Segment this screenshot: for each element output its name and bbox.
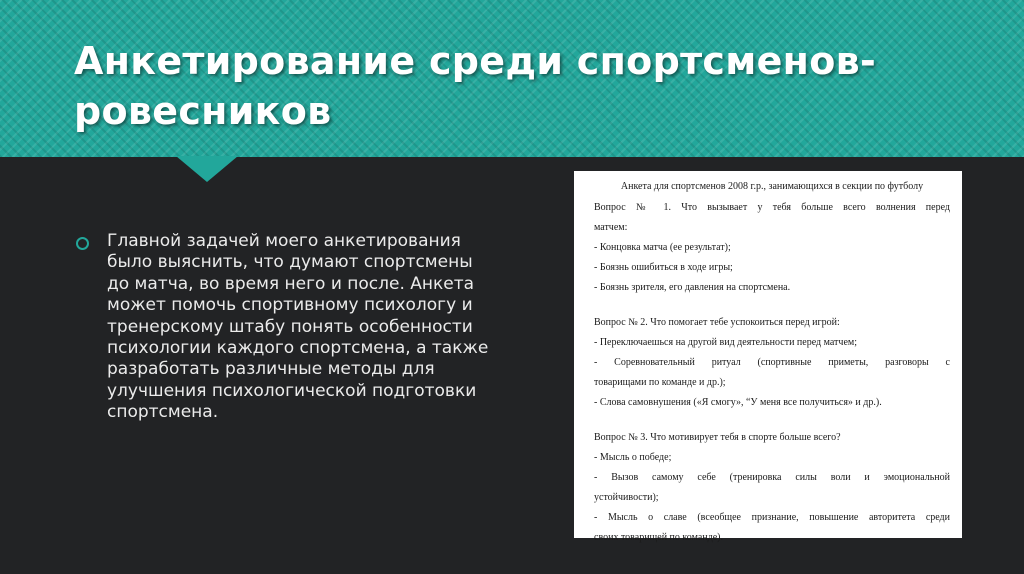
question-3-answer-3-line-1: - Мысль о славе (всеобщее признание, повышение авторитета среди [594, 512, 950, 523]
question-2-answer-1: - Переключаешься на другой вид деятельности перед матчем; [594, 337, 857, 348]
question-1-line-2: матчем: [594, 222, 628, 233]
bullet-item [76, 231, 496, 424]
spacer [594, 300, 950, 315]
question-3-line-1: Вопрос № 3. Что мотивирует тебя в спорте больше всего? [594, 432, 841, 443]
question-1-line-1: Вопрос № 1. Что вызывает у тебя больше всего волнения перед [594, 202, 950, 213]
question-1-answer-1: - Концовка матча (ее результат); [594, 242, 731, 253]
banner-notch [176, 156, 238, 182]
question-3-answer-2-line-1: - Вызов самому себе (тренировка силы воли и эмоциональной [594, 472, 950, 483]
question-2-line-1: Вопрос № 2. Что помогает тебе успокоиться перед игрой: [594, 317, 840, 328]
question-3-answer-3-line-2: своих товарищей по команде). [594, 532, 723, 543]
question-1-answer-2: - Боязнь ошибиться в ходе игры; [594, 262, 733, 273]
slide-title: Анкетирование среди спортсменов-ровесников [74, 39, 877, 133]
question-3-answer-1: - Мысль о победе; [594, 452, 672, 463]
question-1-answer-3: - Боязнь зрителя, его давления на спортсмена. [594, 282, 791, 293]
circle-bullet-icon [76, 237, 89, 250]
question-2-answer-2-line-1: - Соревновательный ритуал (спортивные приметы, разговоры с [594, 357, 950, 368]
questionnaire-image [574, 171, 962, 543]
question-2-answer-3: - Слова самовнушения («Я смогу», “У меня все получиться» и др.). [594, 397, 882, 408]
spacer [594, 415, 950, 430]
bullet-text: Главной задачей моего анкетирования было выяснить, что думают спортсмены до матча, во время него и после. Анкета может помочь спортивному психологу и тренерскому штабу понять особенности психологии каждого спортсмена, а также разработать различные методы для улучшения психологической подготовки спортсмена. [107, 231, 489, 423]
questionnaire-title: Анкета для спортсменов 2008 г.р., занимающихся в секции по футболу [620, 181, 924, 192]
question-3-answer-2-line-2: устойчивости); [594, 492, 659, 503]
title-banner [0, 0, 1024, 157]
question-2-answer-2-line-2: товарищами по команде и др.); [594, 377, 726, 388]
